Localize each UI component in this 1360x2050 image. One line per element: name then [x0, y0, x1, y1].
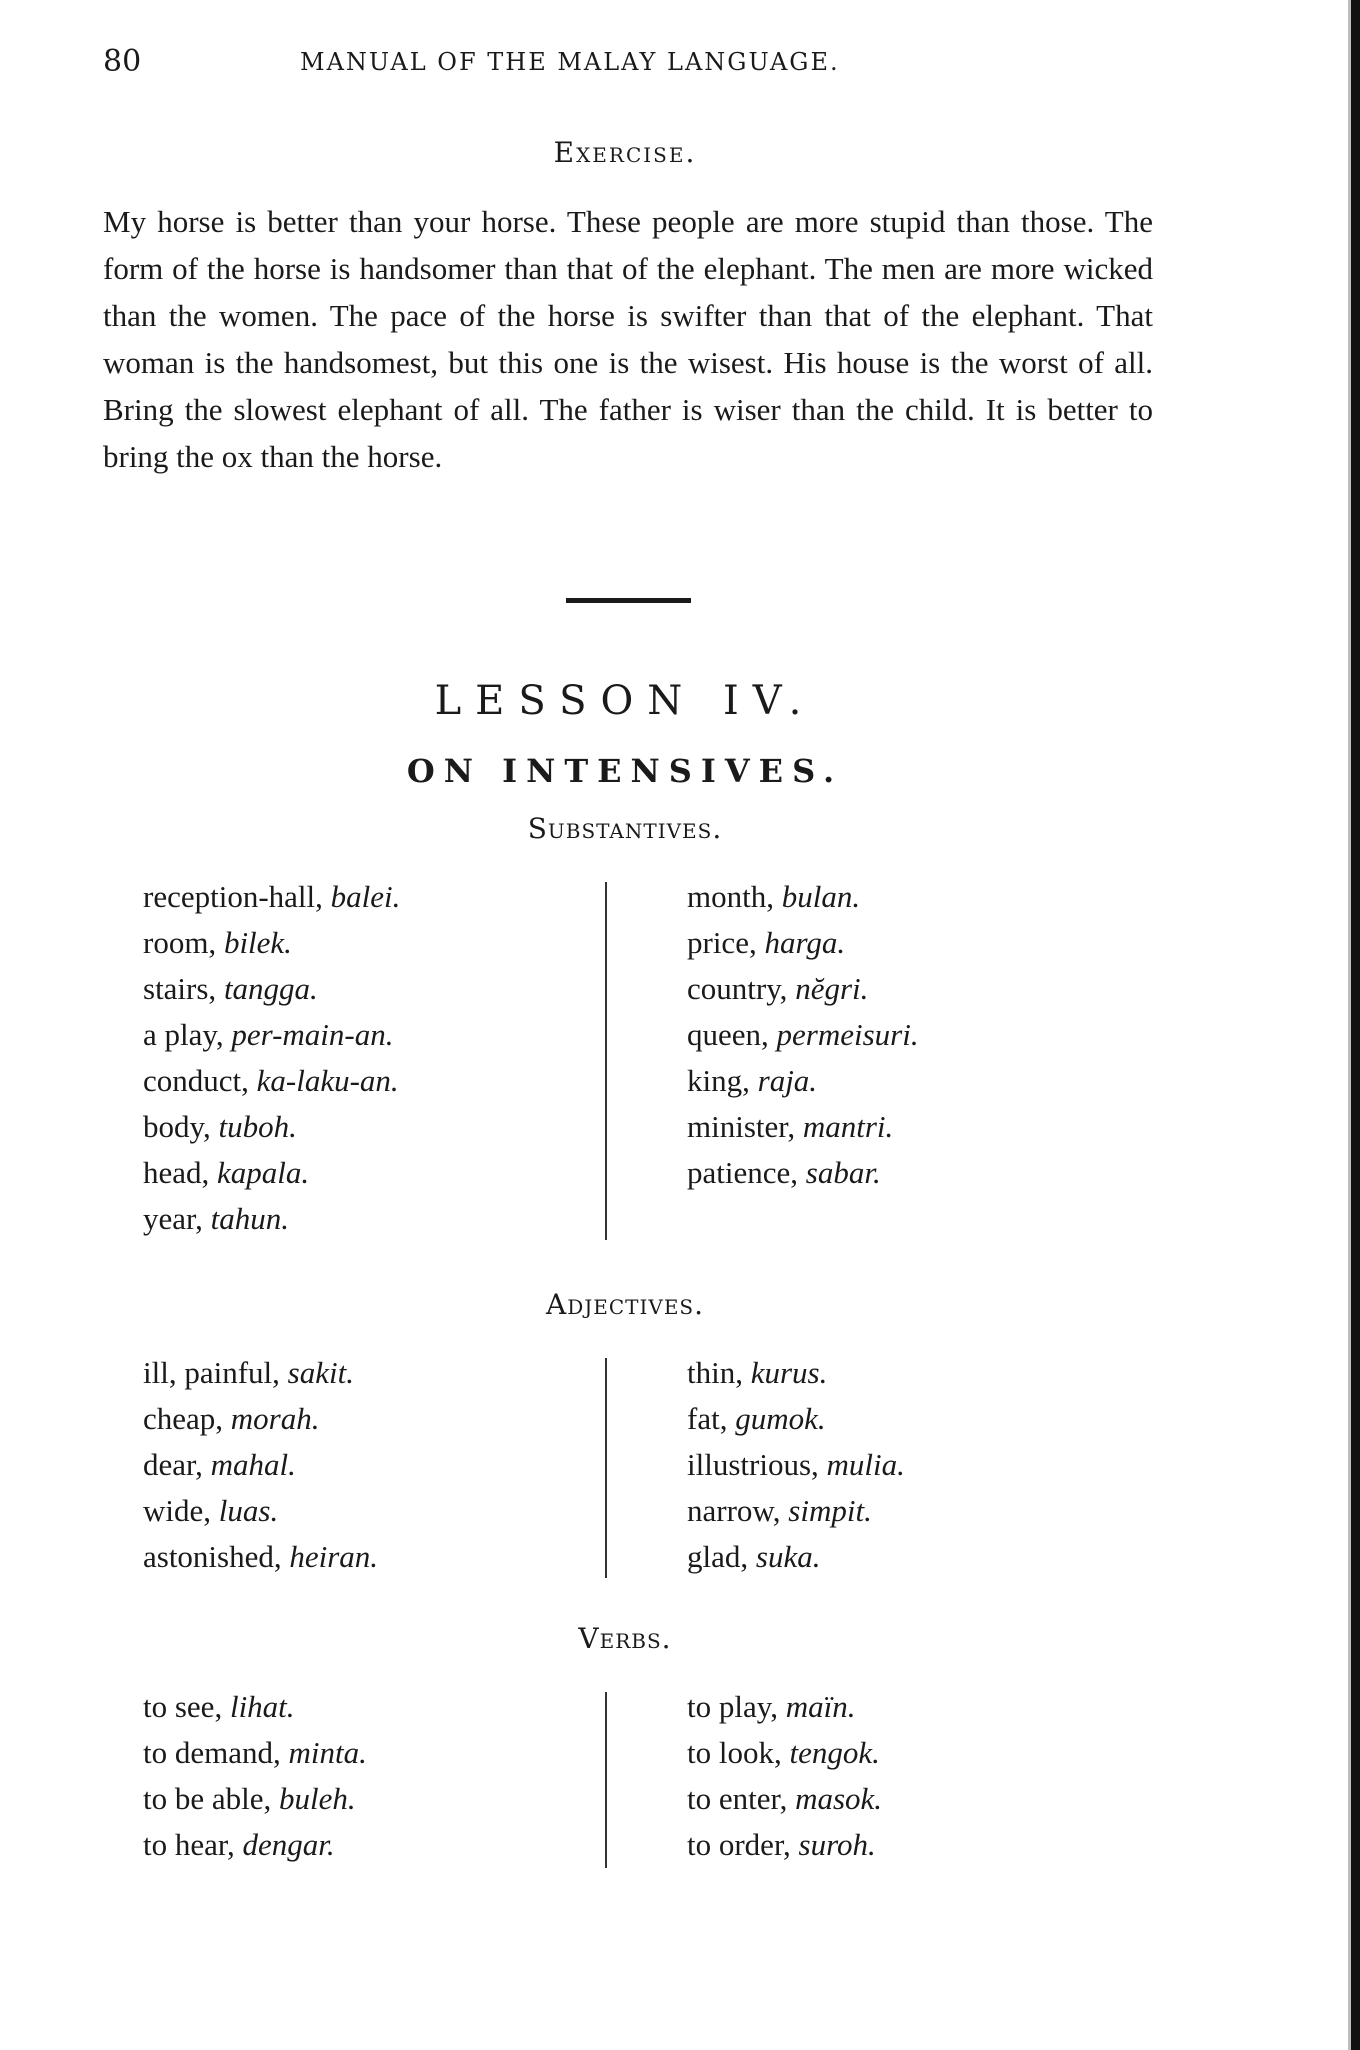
substantives-heading: Substantives.: [527, 812, 723, 845]
vocab-entry: [143, 1012, 400, 1058]
malay-word: bilek.: [223, 925, 292, 960]
malay-word: mahal.: [210, 1447, 296, 1482]
column-divider: [605, 882, 607, 1240]
malay-word: lihat.: [229, 1689, 295, 1724]
vocab-entry: [687, 1058, 919, 1104]
english-word: to demand,: [143, 1735, 289, 1770]
english-word: illustrious,: [687, 1447, 827, 1482]
english-word: to order,: [687, 1827, 799, 1862]
adjectives-heading: Adjectives.: [545, 1288, 705, 1321]
malay-word: mantri.: [802, 1109, 894, 1144]
vocab-entry: [687, 1822, 882, 1868]
english-word: to enter,: [687, 1781, 796, 1816]
column-divider: [605, 1358, 607, 1578]
verbs-right-column: [687, 1684, 882, 1868]
malay-word: per-main-an.: [231, 1017, 394, 1052]
lesson-subtitle: ON INTENSIVES.: [406, 752, 844, 790]
vocab-entry: [143, 1196, 400, 1242]
english-word: wide,: [143, 1493, 219, 1528]
vocab-entry: [143, 1442, 378, 1488]
vocab-entry: [143, 1396, 378, 1442]
substantives-left-column: [143, 874, 400, 1242]
malay-word: sakit.: [287, 1355, 354, 1390]
vocab-entry: [687, 920, 919, 966]
english-word: to hear,: [143, 1827, 243, 1862]
english-word: month,: [687, 879, 782, 914]
english-word: to be able,: [143, 1781, 280, 1816]
malay-word: suroh.: [798, 1827, 876, 1862]
malay-word: tangga.: [223, 971, 318, 1006]
malay-word: tengok.: [789, 1735, 880, 1770]
vocab-entry: [143, 1776, 367, 1822]
exercise-text: My horse is better than your horse. These people are more stupid than those. The form of the horse is handsomer than that of the elephant. The men are more wicked than the women. The pace of the horse is swifter than that of the elephant. That woman is the handsomest, but this one is the wisest. His house is the worst of all. Bring the slowest elephant of all. The father is wiser than the child. It is better to bring the ox than the horse.: [103, 204, 1153, 474]
english-word: king,: [687, 1063, 758, 1098]
english-word: to play,: [687, 1689, 786, 1724]
english-word: price,: [687, 925, 765, 960]
malay-word: tuboh.: [218, 1109, 297, 1144]
english-word: to look,: [687, 1735, 790, 1770]
malay-word: buleh.: [279, 1781, 356, 1816]
exercise-heading: Exercise.: [553, 136, 697, 169]
malay-word: permeisuri.: [776, 1017, 919, 1052]
malay-word: dengar.: [242, 1827, 335, 1862]
english-word: dear,: [143, 1447, 211, 1482]
malay-word: suka.: [755, 1539, 821, 1574]
vocab-entry: [143, 1822, 367, 1868]
english-word: reception-hall,: [143, 879, 331, 914]
english-word: ill, painful,: [143, 1355, 288, 1390]
vocab-entry: [687, 966, 919, 1012]
english-word: patience,: [687, 1155, 806, 1190]
section-divider: [566, 598, 691, 603]
lesson-title: LESSON IV.: [434, 678, 816, 724]
malay-word: morah.: [230, 1401, 320, 1436]
vocab-entry: [687, 1396, 905, 1442]
vocab-entry: [687, 1442, 905, 1488]
adjectives-left-column: [143, 1350, 378, 1580]
english-word: cheap,: [143, 1401, 231, 1436]
vocab-entry: [143, 1488, 378, 1534]
malay-word: kapala.: [217, 1155, 310, 1190]
vocab-entry: [687, 1104, 919, 1150]
vocab-entry: [687, 1150, 919, 1196]
english-word: to see,: [143, 1689, 230, 1724]
malay-word: harga.: [764, 925, 846, 960]
malay-word: gumok.: [735, 1401, 826, 1436]
english-word: fat,: [687, 1401, 736, 1436]
malay-word: masok.: [795, 1781, 883, 1816]
malay-word: simpit.: [788, 1493, 872, 1528]
vocab-entry: [143, 1730, 367, 1776]
english-word: a play,: [143, 1017, 232, 1052]
running-title: MANUAL OF THE MALAY LANGUAGE.: [300, 48, 840, 76]
vocab-entry: [687, 1534, 905, 1580]
vocab-entry: [143, 1104, 400, 1150]
vocab-entry: [687, 874, 919, 920]
malay-word: bulan.: [781, 879, 861, 914]
vocab-entry: [687, 1488, 905, 1534]
english-word: conduct,: [143, 1063, 257, 1098]
english-word: year,: [143, 1201, 211, 1236]
malay-word: minta.: [288, 1735, 367, 1770]
malay-word: balei.: [330, 879, 401, 914]
malay-word: raja.: [757, 1063, 818, 1098]
vocab-entry: [143, 1534, 378, 1580]
vocab-entry: [687, 1776, 882, 1822]
malay-word: tahun.: [210, 1201, 289, 1236]
english-word: glad,: [687, 1539, 756, 1574]
vocab-entry: [687, 1350, 905, 1396]
english-word: body,: [143, 1109, 219, 1144]
english-word: narrow,: [687, 1493, 789, 1528]
verbs-left-column: [143, 1684, 367, 1868]
english-word: room,: [143, 925, 224, 960]
adjectives-right-column: [687, 1350, 905, 1580]
page-edge: [1351, 0, 1360, 2050]
malay-word: heiran.: [289, 1539, 379, 1574]
english-word: queen,: [687, 1017, 777, 1052]
malay-word: nĕgri.: [795, 971, 869, 1006]
verbs-heading: Verbs.: [578, 1622, 672, 1655]
vocab-entry: [143, 920, 400, 966]
vocab-entry: [143, 966, 400, 1012]
english-word: astonished,: [143, 1539, 290, 1574]
malay-word: ka-laku-an.: [256, 1063, 399, 1098]
vocab-entry: [687, 1730, 882, 1776]
english-word: stairs,: [143, 971, 224, 1006]
malay-word: maïn.: [785, 1689, 856, 1724]
malay-word: sabar.: [805, 1155, 881, 1190]
vocab-entry: [143, 874, 400, 920]
english-word: head,: [143, 1155, 218, 1190]
vocab-entry: [143, 1150, 400, 1196]
vocab-entry: [687, 1012, 919, 1058]
vocab-entry: [143, 1350, 378, 1396]
english-word: country,: [687, 971, 796, 1006]
english-word: thin,: [687, 1355, 751, 1390]
column-divider: [605, 1692, 607, 1868]
malay-word: mulia.: [826, 1447, 905, 1482]
vocab-entry: [143, 1684, 367, 1730]
substantives-right-column: [687, 874, 919, 1196]
vocab-entry: [687, 1684, 882, 1730]
malay-word: kurus.: [750, 1355, 828, 1390]
vocab-entry: [143, 1058, 400, 1104]
malay-word: luas.: [218, 1493, 279, 1528]
english-word: minister,: [687, 1109, 803, 1144]
page-number: 80: [103, 44, 142, 79]
